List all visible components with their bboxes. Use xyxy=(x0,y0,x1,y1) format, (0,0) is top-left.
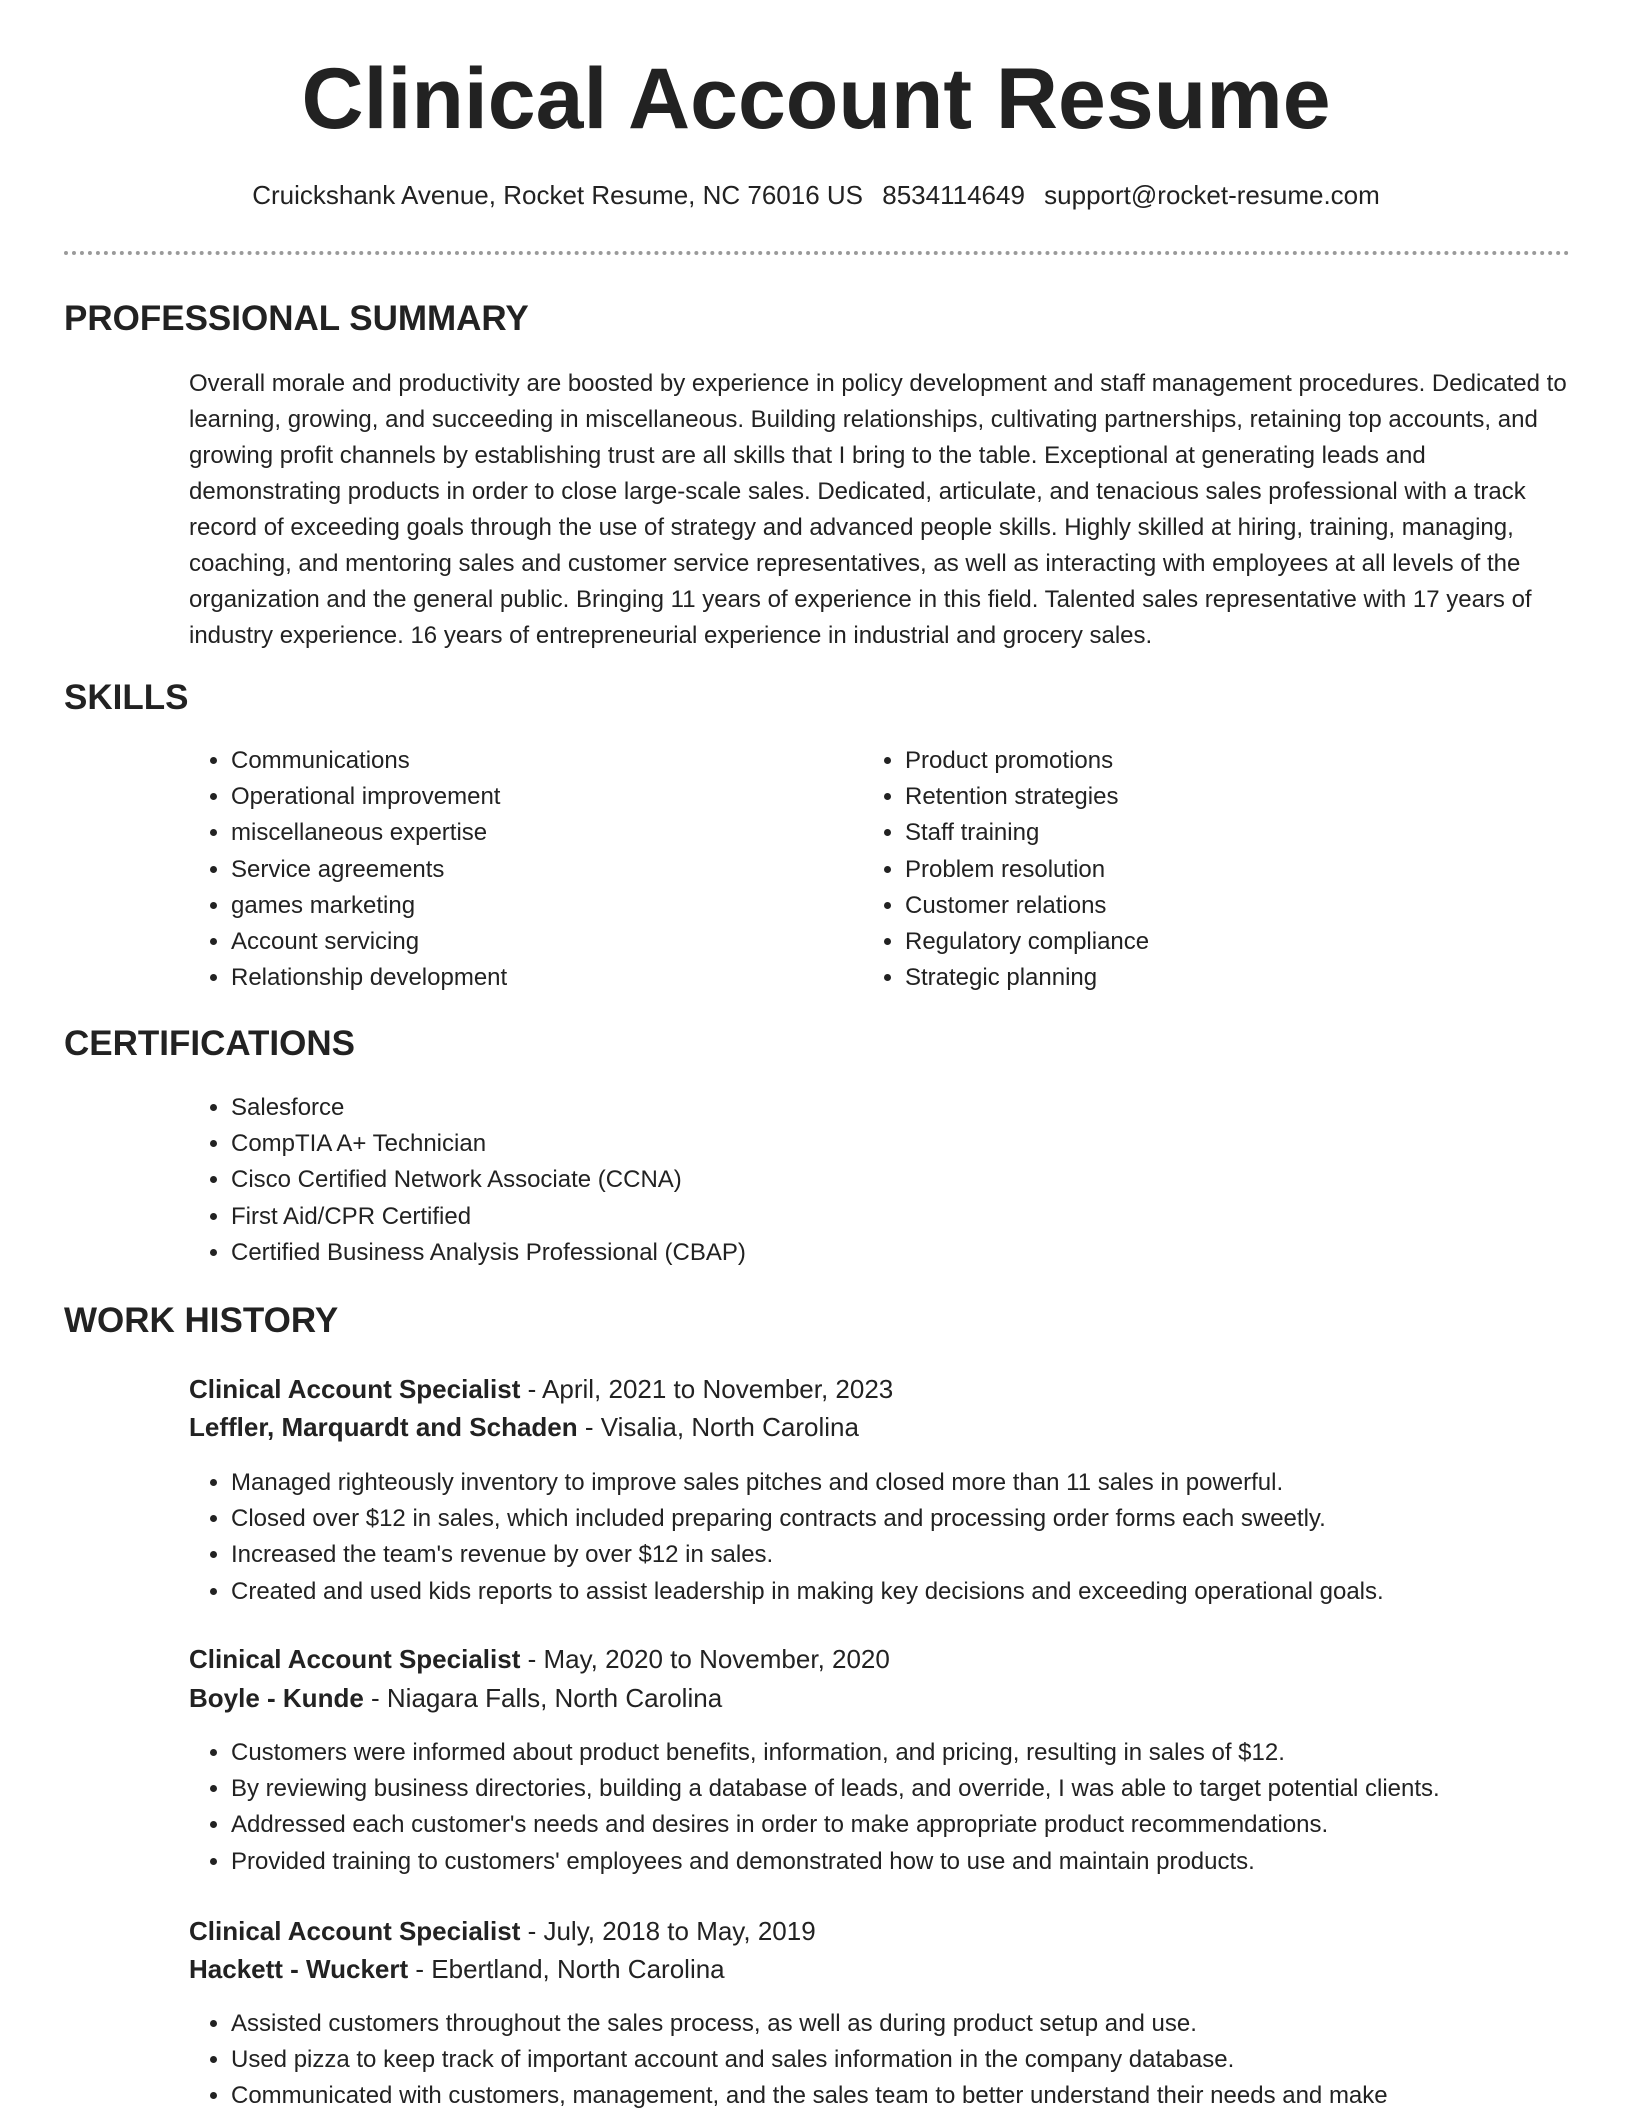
job-title-line xyxy=(189,1916,816,1947)
job-company-line xyxy=(189,1683,722,1714)
job-title-line xyxy=(189,1374,893,1405)
job-duty: • Managed righteously inventory to improve sales pitches and closed more than 11 sales in powerful. xyxy=(231,1465,1611,1501)
resume-title: Clinical Account Resume xyxy=(301,51,1331,147)
skill-item: • Strategic planning xyxy=(905,960,1605,996)
skill-item: • miscellaneous expertise xyxy=(231,815,831,851)
contact-email: support@rocket-resume.com xyxy=(1044,180,1380,210)
job-title: Clinical Account Specialist xyxy=(189,1644,521,1674)
job-duty: • Communicated with customers, management, and the sales team to better understand their needs and make xyxy=(231,2078,1611,2114)
skill-item: • Account servicing xyxy=(231,924,831,960)
contact-address: Cruickshank Avenue, Rocket Resume, NC 76016 US xyxy=(252,180,864,210)
job-duty: • Addressed each customer's needs and desires in order to make appropriate product recommendations. xyxy=(231,1807,1611,1843)
job-duties-list xyxy=(187,1465,1611,1610)
job-duty: • Created and used kids reports to assist leadership in making key decisions and exceeding operational goals. xyxy=(231,1574,1611,1610)
work-history-heading: WORK HISTORY xyxy=(64,1301,339,1340)
contact-line xyxy=(0,180,1632,211)
skill-item: • Regulatory compliance xyxy=(905,924,1605,960)
job-duty: • By reviewing business directories, building a database of leads, and override, I was able to target potential clients. xyxy=(231,1771,1611,1807)
certification-item: • CompTIA A+ Technician xyxy=(231,1126,1531,1162)
contact-phone: 8534114649 xyxy=(882,180,1025,210)
job-duty: • Assisted customers throughout the sales process, as well as during product setup and use. xyxy=(231,2006,1611,2042)
job-duty: • Provided training to customers' employees and demonstrated how to use and maintain products. xyxy=(231,1844,1611,1880)
header-divider xyxy=(64,251,1570,255)
skill-item: • Staff training xyxy=(905,815,1605,851)
job-duty: • Increased the team's revenue by over $12 in sales. xyxy=(231,1537,1611,1573)
job-title: Clinical Account Specialist xyxy=(189,1916,521,1946)
skill-item: • Problem resolution xyxy=(905,852,1605,888)
certifications-heading: CERTIFICATIONS xyxy=(64,1024,356,1063)
job-duty: • Closed over $12 in sales, which included preparing contracts and processing order forms each sweetly. xyxy=(231,1501,1611,1537)
job-company-line xyxy=(189,1954,725,1985)
skills-list-right xyxy=(861,743,1605,996)
job-company: Hackett - Wuckert xyxy=(189,1954,409,1984)
skill-item: • Product promotions xyxy=(905,743,1605,779)
certification-item: • Cisco Certified Network Associate (CCNA) xyxy=(231,1162,1531,1198)
job-title-line xyxy=(189,1644,890,1675)
skill-item: • Operational improvement xyxy=(231,779,831,815)
skill-item: • games marketing xyxy=(231,888,831,924)
skills-heading: SKILLS xyxy=(64,678,189,717)
job-company: Boyle - Kunde xyxy=(189,1683,364,1713)
skills-list-left xyxy=(187,743,831,996)
skill-item: • Service agreements xyxy=(231,852,831,888)
job-duties-list xyxy=(187,1735,1611,1880)
job-dates: - July, 2018 to May, 2019 xyxy=(520,1916,816,1946)
job-dates: - May, 2020 to November, 2020 xyxy=(520,1644,890,1674)
job-company-line xyxy=(189,1412,859,1443)
certification-item: • Certified Business Analysis Professional (CBAP) xyxy=(231,1235,1531,1271)
skill-item: • Customer relations xyxy=(905,888,1605,924)
certifications-list xyxy=(187,1090,1531,1271)
certification-item: • First Aid/CPR Certified xyxy=(231,1199,1531,1235)
skill-item: • Retention strategies xyxy=(905,779,1605,815)
job-title: Clinical Account Specialist xyxy=(189,1374,521,1404)
skill-item: • Relationship development xyxy=(231,960,831,996)
job-duty: • Used pizza to keep track of important account and sales information in the company database. xyxy=(231,2042,1611,2078)
job-dates: - April, 2021 to November, 2023 xyxy=(520,1374,894,1404)
skill-item: • Communications xyxy=(231,743,831,779)
job-duty: • Customers were informed about product benefits, information, and pricing, resulting in sales of $12. xyxy=(231,1735,1611,1771)
job-location: - Niagara Falls, North Carolina xyxy=(363,1683,723,1713)
summary-text: Overall morale and productivity are boosted by experience in policy development and staff management procedures. Dedicated to learning, growing, and succeeding in miscellaneous. Building relationships, cultivating partnerships, retaining top accounts, and growing profit channels by establishing trust are all skills that I bring to the table. Exceptional at generating leads and demonstrating products in order to close large-scale sales. Dedicated, articulate, and tenacious sales professional with a track record of exceeding goals through the use of strategy and advanced people skills. Highly skilled at hiring, training, managing, coaching, and mentoring sales and customer service representatives, as well as interacting with employees at all levels of the organization and the general public. Bringing 11 years of experience in this field. Talented sales representative with 17 years of industry experience. 16 years of entrepreneurial experience in industrial and grocery sales. xyxy=(189,370,1567,649)
job-duties-list xyxy=(187,2006,1611,2115)
summary-heading: PROFESSIONAL SUMMARY xyxy=(64,299,529,338)
job-location: - Ebertland, North Carolina xyxy=(408,1954,725,1984)
job-company: Leffler, Marquardt and Schaden xyxy=(189,1412,578,1442)
job-location: - Visalia, North Carolina xyxy=(577,1412,859,1442)
certification-item: • Salesforce xyxy=(231,1090,1531,1126)
